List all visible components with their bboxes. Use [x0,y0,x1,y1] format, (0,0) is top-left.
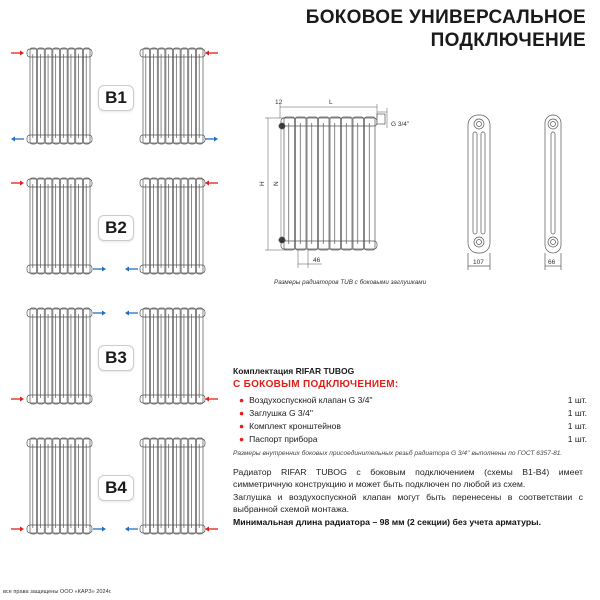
bullet-icon: ● [239,395,245,405]
return-arrow-icon [205,137,218,142]
supply-arrow-icon [11,51,24,56]
dim-66: 66 [548,259,556,266]
kit-list [233,394,587,446]
radiator-icon [140,178,205,274]
radiator-icon [27,178,92,274]
supply-arrow-icon [205,51,218,56]
scheme-label-b2: B2 [98,215,134,241]
dim-h: H [259,181,266,186]
title-line-2: ПОДКЛЮЧЕНИЕ [430,30,586,51]
dim-n: N [273,181,280,186]
radiator-icon [140,438,205,534]
return-arrow-icon [93,267,106,272]
scheme-label-b3: B3 [98,345,134,371]
return-arrow-icon [125,311,138,316]
copyright: все права защищены ООО «КАРЗ» 2024г. [3,589,112,595]
kit-note: Размеры внутренних боковых присоединительных резьб радиатора G 3/4'' выполнены по ГОСТ 6357-81. [233,450,563,457]
kit-item-qty: 1 шт. [567,421,587,431]
description-p3: Минимальная длина радиатора – 98 мм (2 секции) без учета арматуры. [233,516,542,527]
supply-arrow-icon [205,397,218,402]
drawing-caption: Размеры радиаторов TUB с боковыми заглушками [274,279,427,286]
radiator-icon [140,308,205,404]
kit-item [233,433,587,446]
kit-heading: Комплектация RIFAR TUBOG [233,366,355,376]
dimension-drawing [250,90,595,290]
supply-arrow-icon [205,181,218,186]
radiator-icon [27,308,92,404]
kit-item-name: Воздухоспускной клапан G 3/4'' [249,395,373,405]
dim-12: 12 [275,99,283,106]
bullet-icon: ● [239,421,245,431]
supply-arrow-icon [11,527,24,532]
kit-item-qty: 1 шт. [567,434,587,444]
front-view [279,114,385,250]
return-arrow-icon [93,527,106,532]
kit-subheading: С БОКОВЫМ ПОДКЛЮЧЕНИЕМ: [233,379,399,390]
side-view-66 [545,115,561,270]
scheme-label-b4: B4 [98,475,134,501]
radiator-icon [140,48,205,144]
return-arrow-icon [11,137,24,142]
radiator-icon [281,117,377,250]
kit-item [233,394,587,407]
valve-icon [377,114,385,124]
scheme-label-b1: B1 [98,85,134,111]
side-view-107 [468,115,490,270]
thread-label: G 3/4'' [391,121,410,128]
bullet-icon: ● [239,434,245,444]
dim-107: 107 [473,259,484,266]
title-line-1: БОКОВОЕ УНИВЕРСАЛЬНОЕ [305,7,586,28]
supply-arrow-icon [11,181,24,186]
kit-item [233,420,587,433]
radiator-icon [27,48,92,144]
kit-item-name: Комплект кронштейнов [249,421,341,431]
supply-arrow-icon [11,397,24,402]
page-title [306,6,586,52]
return-arrow-icon [125,527,138,532]
supply-arrow-icon [205,527,218,532]
dim-46: 46 [313,257,321,264]
kit-item [233,407,587,420]
kit-item-name: Паспорт прибора [249,434,318,444]
description [233,466,583,528]
kit-item-name: Заглушка G 3/4'' [249,408,313,418]
kit-section [233,366,587,457]
return-arrow-icon [125,267,138,272]
radiator-icon [27,438,92,534]
kit-item-qty: 1 шт. [567,395,587,405]
description-p2: Заглушка и воздухоспускной клапан могут быть перенесены в соответствии с выбранной схемой монтажа. [233,491,583,515]
return-arrow-icon [93,311,106,316]
bullet-icon: ● [239,408,245,418]
dim-l: L [329,99,333,106]
description-p1: Радиатор RIFAR TUBOG с боковым подключением (схемы В1-В4) имеет симметричную конструкцию и может быть подключен по любой из схем. [233,467,583,490]
kit-item-qty: 1 шт. [567,408,587,418]
